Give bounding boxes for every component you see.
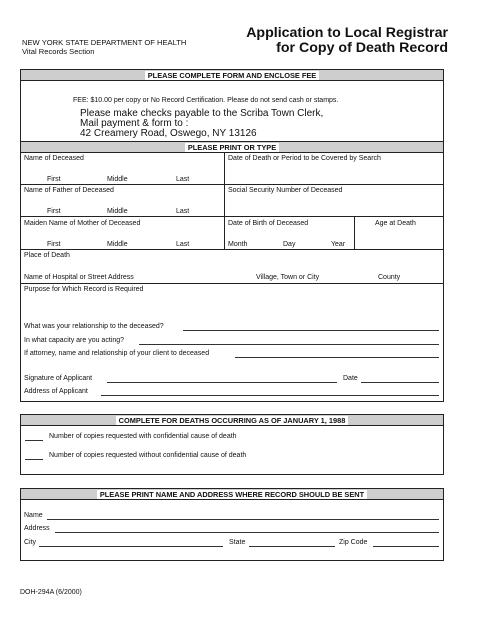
mail-state-label: State <box>229 539 246 546</box>
date-of-birth-label: Date of Birth of Deceased <box>228 220 309 227</box>
fee-info-box <box>20 80 444 142</box>
name-of-father-label: Name of Father of Deceased <box>24 187 114 194</box>
date-of-death-field[interactable] <box>226 163 441 183</box>
date-label: Date <box>343 375 358 382</box>
county-label: County <box>378 274 401 281</box>
deceased-last-label: Last <box>176 176 190 183</box>
agency-line-1: NEW YORK STATE DEPARTMENT OF HEALTH <box>22 38 187 47</box>
date-of-death-label: Date of Death or Period to be Covered by Search <box>228 155 381 162</box>
mail-name-label: Name <box>24 512 43 519</box>
place-of-death-label: Place of Death <box>24 252 70 259</box>
form-title <box>246 26 448 56</box>
purpose-field[interactable] <box>21 294 443 316</box>
mail-zip-label: Zip Code <box>339 539 368 546</box>
mail-address-label: Address <box>24 525 50 532</box>
birth-month-label: Month <box>228 241 248 248</box>
deceased-middle-label: Middle <box>107 176 128 183</box>
form-number: DOH-294A (6/2000) <box>20 589 82 596</box>
mailing-address-text: 42 Creamery Road, Oswego, NY 13126 <box>80 128 257 139</box>
deaths-section-label: COMPLETE FOR DEATHS OCCURRING AS OF JANUARY 1, 1988 <box>116 416 349 425</box>
check-payable-text: Please make checks payable to the Scriba Town Clerk, <box>80 108 324 119</box>
name-of-father-field[interactable] <box>21 195 224 208</box>
age-at-death-field[interactable] <box>356 228 441 248</box>
copies-without-cause-label: Number of copies requested without confidential cause of death <box>49 452 247 459</box>
father-middle-label: Middle <box>107 208 128 215</box>
place-of-death-field[interactable] <box>21 260 443 272</box>
mother-last-label: Last <box>176 241 190 248</box>
father-last-label: Last <box>176 208 190 215</box>
attorney-label: If attorney, name and relationship of your client to deceased <box>24 350 210 357</box>
mail-city-label: City <box>24 539 37 546</box>
copies-with-cause-label: Number of copies requested with confidential cause of death <box>49 433 237 440</box>
relationship-label: What was your relationship to the deceased? <box>24 323 164 330</box>
relationship-field[interactable] <box>183 330 439 331</box>
signature-field[interactable] <box>107 382 337 383</box>
ssn-field[interactable] <box>226 195 441 215</box>
copies-without-cause-field[interactable] <box>25 459 43 460</box>
deceased-info-box <box>20 152 444 402</box>
maiden-name-mother-label: Maiden Name of Mother of Deceased <box>24 220 141 227</box>
fee-section-label: PLEASE COMPLETE FORM AND ENCLOSE FEE <box>145 71 320 80</box>
print-section-label: PLEASE PRINT OR TYPE <box>185 143 279 152</box>
mail-address-box <box>20 499 444 561</box>
deceased-first-label: First <box>47 176 61 183</box>
mail-address-field[interactable] <box>55 532 439 533</box>
mail-state-field[interactable] <box>249 546 335 547</box>
address-of-applicant-field[interactable] <box>101 395 439 396</box>
mail-payment-text: Mail payment & form to : <box>80 118 189 129</box>
attorney-field[interactable] <box>235 357 439 358</box>
name-of-deceased-label: Name of Deceased <box>24 155 84 162</box>
mother-middle-label: Middle <box>107 241 128 248</box>
age-at-death-label: Age at Death <box>375 220 416 227</box>
confidential-copies-box <box>20 425 444 475</box>
mail-section-label: PLEASE PRINT NAME AND ADDRESS WHERE RECORD SHOULD BE SENT <box>97 490 367 499</box>
copies-with-cause-field[interactable] <box>25 440 43 441</box>
name-of-deceased-field[interactable] <box>21 163 224 176</box>
address-of-applicant-label: Address of Applicant <box>24 388 88 395</box>
birth-day-label: Day <box>283 241 296 248</box>
purpose-label: Purpose for Which Record is Required <box>24 286 144 293</box>
village-label: Village, Town or City <box>256 274 320 281</box>
father-first-label: First <box>47 208 61 215</box>
mail-zip-field[interactable] <box>373 546 439 547</box>
date-of-birth-field[interactable] <box>226 228 353 241</box>
hospital-label: Name of Hospital or Street Address <box>24 274 134 281</box>
mail-name-field[interactable] <box>47 519 439 520</box>
ssn-label: Social Security Number of Deceased <box>228 187 343 194</box>
agency-line-2: Vital Records Section <box>22 47 95 56</box>
form-title-line-1: Application to Local Registrar <box>246 25 448 41</box>
birth-year-label: Year <box>331 241 346 248</box>
date-field[interactable] <box>361 382 439 383</box>
mail-city-field[interactable] <box>39 546 223 547</box>
fee-text: FEE: $10.00 per copy or No Record Certification. Please do not send cash or stamps. <box>73 97 339 104</box>
mother-first-label: First <box>47 241 61 248</box>
form-title-line-2: for Copy of Death Record <box>276 40 448 56</box>
capacity-label: In what capacity are you acting? <box>24 337 125 344</box>
signature-label: Signature of Applicant <box>24 375 93 382</box>
maiden-name-mother-field[interactable] <box>21 228 224 241</box>
agency-name <box>22 38 186 56</box>
capacity-field[interactable] <box>139 344 439 345</box>
